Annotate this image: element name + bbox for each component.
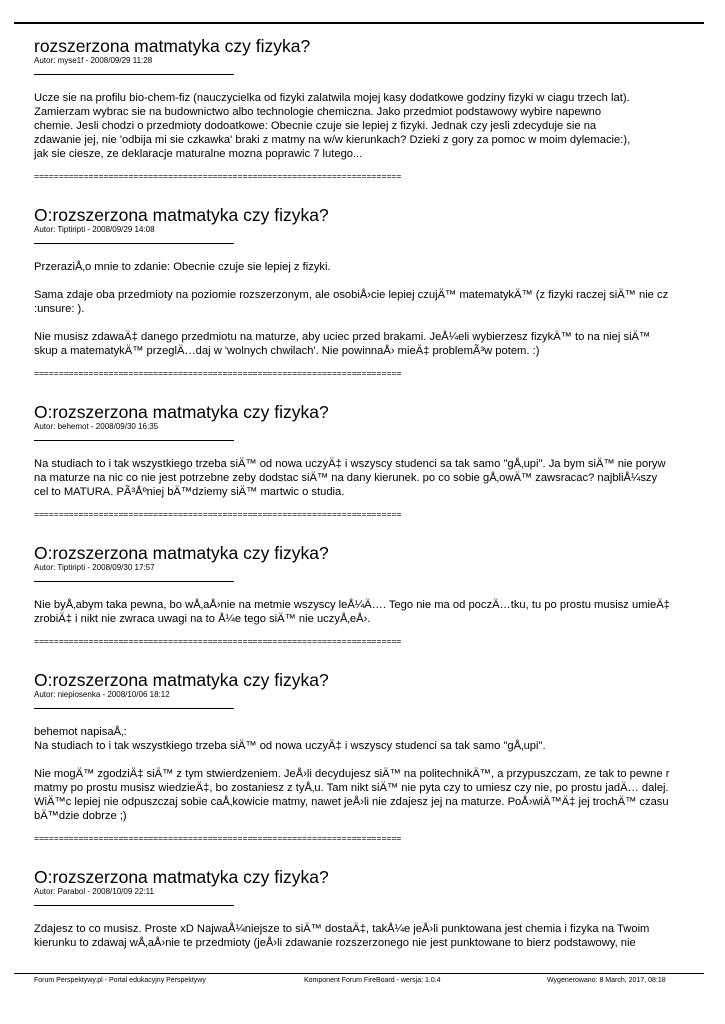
post-paragraph [34, 725, 725, 753]
top-rule [14, 22, 704, 24]
post-line: Nie musisz zdawaÄ‡ danego przedmiotu na maturze, aby uciec przed brakami. JeÅ¼eli wybierzesz fizykÄ™ to na niej siÄ™ [34, 331, 651, 343]
post-line: Zdajesz to co musisz. Proste xD NajwaÅ¼niejsze to siÄ™ dostaÄ‡, takÅ¼e jeÅ›li punktowana jest chemia i fizyka na Twoim [34, 923, 650, 935]
post-author: Autor: myse1f - 2008/09/29 11:28 [34, 56, 153, 65]
footer-component-version: Komponent Forum FireBoard - wersja: 1.0.4 [304, 977, 441, 984]
author-underline [34, 74, 234, 75]
post-separator: ========================================================================== [34, 509, 402, 519]
forum-post [34, 402, 725, 519]
post-separator: ========================================================================== [34, 171, 402, 181]
footer-generated-date: Wygenerowano: 8 March, 2017, 08:18 [547, 977, 666, 984]
post-body [34, 260, 725, 358]
forum-post [34, 36, 725, 181]
post-line: skup a matematykÄ™ przeglÄ…daj w 'wolnych chwilach'. Nie powinnaÅ› mieÄ‡ problemÃ³w potem. :) [34, 345, 540, 357]
post-body [34, 598, 725, 626]
forum-post [34, 543, 725, 646]
post-paragraph [34, 922, 725, 950]
forum-post [34, 867, 725, 950]
post-line: Na studiach to i tak wszystkiego trzeba siÄ™ od nowa uczyÄ‡ i wszyscy studenci sa tak samo "gÅ‚upi". Ja bym siÄ™ nie poryw [34, 458, 666, 470]
post-paragraph [34, 767, 725, 823]
post-title: O:rozszerzona matmatyka czy fizyka? [34, 867, 329, 887]
post-paragraph [34, 288, 725, 316]
post-line: WiÄ™c lepiej nie odpuszczaj sobie caÅ‚kowicie matmy, nawet jeÅ›li nie zdajesz jej na maturze. PoÅ›wiÄ™Ä‡ jej trochÄ™ czasu [34, 796, 669, 808]
post-separator: ========================================================================== [34, 833, 402, 843]
author-underline [34, 243, 234, 244]
post-separator: ========================================================================== [34, 368, 402, 378]
author-underline [34, 708, 234, 709]
post-body [34, 922, 725, 950]
post-line: Sama zdaje oba przedmioty na poziomie rozszerzonym, ale osobiÅ›cie lepiej czujÄ™ matematykÄ™ (z fizyki raczej siÄ™ nie cz [34, 289, 669, 301]
post-paragraph [34, 330, 725, 358]
post-line: cel to MATURA. PÃ³Åºniej bÄ™dziemy siÄ™ martwic o studia. [34, 486, 345, 498]
post-line: :unsure: ). [34, 303, 85, 315]
author-underline [34, 581, 234, 582]
post-line: Ucze sie na profilu bio-chem-fiz (nauczycielka od fizyki zalatwila mojej kasy dodatkowe godziny fizyki w ciagu trzech lat). [34, 92, 630, 104]
post-title: O:rozszerzona matmatyka czy fizyka? [34, 543, 329, 563]
post-title: O:rozszerzona matmatyka czy fizyka? [34, 402, 329, 422]
post-line: zdawanie jej, nie 'odbija mi sie czkawka' braki z matmy na w/w kierunkach? Dzieki z gory za pomoc w moim dylemacie:), [34, 134, 631, 146]
post-line: jak sie ciesze, ze deklaracje maturalne mozna poprawic 7 lutego... [34, 148, 363, 160]
post-line: bÄ™dzie dobrze ;) [34, 810, 127, 822]
post-title: rozszerzona matmatyka czy fizyka? [34, 36, 311, 56]
post-author: Autor: niepiosenka - 2008/10/06 18:12 [34, 690, 170, 699]
post-line: Na studiach to i tak wszystkiego trzeba siÄ™ od nowa uczyÄ‡ i wszyscy studenci sa tak samo "gÅ‚upi". [34, 740, 546, 752]
post-body [34, 457, 725, 499]
post-line: PrzeraziÅ‚o mnie to zdanie: Obecnie czuje sie lepiej z fizyki. [34, 261, 331, 273]
post-separator: ========================================================================== [34, 636, 402, 646]
post-paragraph [34, 260, 725, 274]
footer-rule [14, 973, 704, 974]
post-title: O:rozszerzona matmatyka czy fizyka? [34, 205, 329, 225]
forum-post [34, 205, 725, 378]
post-paragraph [34, 457, 725, 499]
post-author: Autor: behemot - 2008/09/30 16:35 [34, 422, 159, 431]
post-line: matmy po prostu musisz wiedzieÄ‡, bo zostaniesz z tyÅ‚u. Tam nikt siÄ™ nie pyta czy to umiesz czy nie, po prostu jadÄ… dalej. [34, 782, 669, 794]
post-author: Autor: Tiptiripti - 2008/09/30 17:57 [34, 563, 155, 572]
post-line: zrobiÄ‡ i nikt nie zwraca uwagi na to Å¼e tego siÄ™ nie uczyÅ‚eÅ›. [34, 613, 371, 625]
post-line: chemie. Jesli chodzi o przedmioty dodoatkowe: Obecnie czuje sie lepiej z fizyki. Jednak czy jesli zdecyduje sie na [34, 120, 597, 132]
post-line: Nie byÅ‚abym taka pewna, bo wÅ‚aÅ›nie na metmie wszyscy leÅ¼Ä…. Tego nie ma od poczÄ…tku, tu po prostu musisz umieÄ‡ [34, 599, 670, 611]
post-paragraph [34, 91, 725, 161]
footer-portal-name: Forum Perspektywy.pl - Portal edukacyjny Perspektywy [34, 977, 206, 984]
post-line: Nie mogÄ™ zgodziÄ‡ siÄ™ z tym stwierdzeniem. JeÅ›li decydujesz siÄ™ na politechnikÄ™, a przypuszczam, ze tak to pewne r [34, 768, 670, 780]
post-body [34, 725, 725, 823]
post-author: Autor: Tiptiripti - 2008/09/29 14:08 [34, 225, 155, 234]
forum-thread [34, 36, 725, 950]
author-underline [34, 905, 234, 906]
author-underline [34, 440, 234, 441]
post-body [34, 91, 725, 161]
forum-post [34, 670, 725, 843]
post-line: kierunku to zdawaj wÅ‚aÅ›nie te przedmioty (jeÅ›li zdawanie rozszerzonego nie jest punktowane to bierz podstawowy, nie [34, 937, 636, 949]
post-line: na maturze na nic co nie jest potrzebne zeby dodstac siÄ™ na dany kierunek. po co sobie gÅ‚owÄ™ zawsracac? najbliÅ¼szy [34, 472, 658, 484]
post-author: Autor: Parabol - 2008/10/09 22:11 [34, 887, 154, 896]
post-line: Zamierzam wybrac sie na budownictwo albo technologie chemiczna. Jako przedmiot podstawowy wybire napewno [34, 106, 602, 118]
post-title: O:rozszerzona matmatyka czy fizyka? [34, 670, 329, 690]
post-paragraph [34, 598, 725, 626]
post-line: behemot napisaÅ‚: [34, 726, 127, 738]
